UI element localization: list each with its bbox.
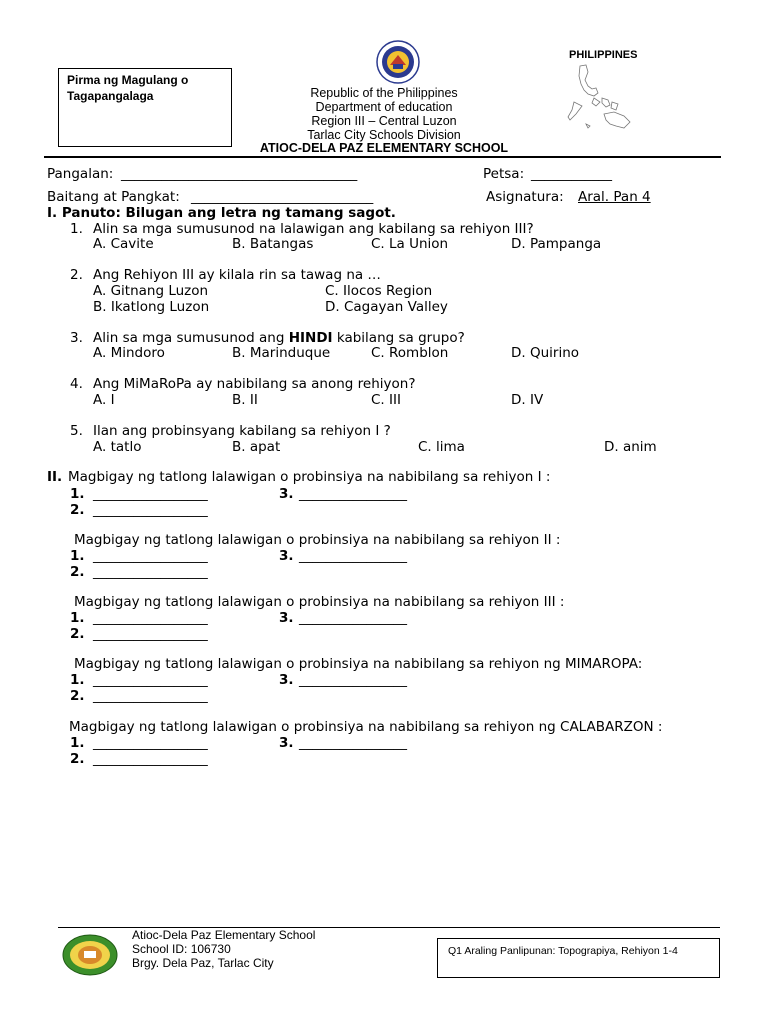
- s3-item-3-number: 3.: [279, 610, 294, 626]
- s3-item-1-number: 1.: [70, 610, 85, 626]
- s4-item-2-number: 2.: [70, 688, 85, 704]
- s2-item-1-blank[interactable]: _________________: [93, 548, 208, 564]
- s1-item-3-number: 3.: [279, 486, 294, 502]
- grade-section-label: Baitang at Pangkat:: [47, 189, 180, 205]
- q4-text: Ang MiMaRoPa ay nabibilang sa anong rehiyon?: [93, 376, 416, 392]
- header-republic: Republic of the Philippines: [310, 86, 458, 100]
- map-label: PHILIPPINES: [569, 49, 638, 61]
- s5-item-1-blank[interactable]: _________________: [93, 735, 208, 751]
- s4-item-3-blank[interactable]: ________________: [299, 672, 407, 688]
- name-field[interactable]: ___________________________________: [121, 166, 358, 182]
- s1-item-1-number: 1.: [70, 486, 85, 502]
- s1-item-2-number: 2.: [70, 502, 85, 518]
- s1-item-2-blank[interactable]: _________________: [93, 502, 208, 518]
- q1-choice-b[interactable]: B. Batangas: [232, 236, 314, 252]
- q4-choice-b[interactable]: B. II: [232, 392, 258, 408]
- part2-section-2-prompt: Magbigay ng tatlong lalawigan o probinsiya na nabibilang sa rehiyon II :: [74, 532, 561, 548]
- part2-section-5-prompt: Magbigay ng tatlong lalawigan o probinsiya na nabibilang sa rehiyon ng CALABARZON :: [69, 719, 663, 735]
- header-region: Region III – Central Luzon: [311, 114, 457, 128]
- s5-item-3-blank[interactable]: ________________: [299, 735, 407, 751]
- part2-section-1-prompt: Magbigay ng tatlong lalawigan o probinsiya na nabibilang sa rehiyon I :: [68, 469, 551, 485]
- q3-text: Alin sa mga sumusunod ang HINDI kabilang sa grupo?: [93, 330, 465, 346]
- q3-choice-a[interactable]: A. Mindoro: [93, 345, 165, 361]
- s3-item-2-number: 2.: [70, 626, 85, 642]
- q4-choice-c[interactable]: C. III: [371, 392, 401, 408]
- s4-item-1-number: 1.: [70, 672, 85, 688]
- q2-choice-a[interactable]: A. Gitnang Luzon: [93, 283, 209, 299]
- part2-section-3-prompt: Magbigay ng tatlong lalawigan o probinsiya na nabibilang sa rehiyon III :: [74, 594, 565, 610]
- q5-number: 5.: [70, 423, 83, 439]
- parent-signature-label-2: Tagapangalaga: [67, 89, 154, 103]
- s4-item-2-blank[interactable]: _________________: [93, 688, 208, 704]
- s3-item-3-blank[interactable]: ________________: [299, 610, 407, 626]
- q2-choice-b[interactable]: B. Ikatlong Luzon: [93, 299, 210, 315]
- q4-number: 4.: [70, 376, 83, 392]
- q5-choice-c[interactable]: C. lima: [418, 439, 465, 455]
- q2-text: Ang Rehiyon III ay kilala rin sa tawag na …: [93, 267, 381, 283]
- q1-choice-a[interactable]: A. Cavite: [93, 236, 154, 252]
- footer-address: Brgy. Dela Paz, Tarlac City: [132, 956, 274, 970]
- s1-item-3-blank[interactable]: ________________: [299, 486, 407, 502]
- subject-value: Aral. Pan 4: [578, 189, 651, 205]
- q1-number: 1.: [70, 221, 83, 237]
- s4-item-3-number: 3.: [279, 672, 294, 688]
- date-field[interactable]: ____________: [531, 166, 612, 182]
- part2-numeral: II.: [47, 469, 63, 485]
- school-name: ATIOC-DELA PAZ ELEMENTARY SCHOOL: [259, 141, 509, 155]
- footer-course-box: [437, 938, 720, 978]
- parent-signature-box: [58, 68, 232, 147]
- s3-item-1-blank[interactable]: _________________: [93, 610, 208, 626]
- q5-choice-b[interactable]: B. apat: [232, 439, 281, 455]
- subject-label: Asignatura:: [486, 189, 564, 205]
- name-label: Pangalan:: [47, 166, 114, 182]
- q3-emphasis: HINDI: [288, 330, 333, 346]
- part1-instruction: I. Panuto: Bilugan ang letra ng tamang sagot.: [47, 205, 396, 221]
- footer-school-id: School ID: 106730: [132, 942, 231, 956]
- footer-school-name: Atioc-Dela Paz Elementary School: [132, 928, 316, 942]
- q1-choice-c[interactable]: C. La Union: [371, 236, 449, 252]
- s5-item-2-blank[interactable]: _________________: [93, 751, 208, 767]
- s3-item-2-blank[interactable]: _________________: [93, 626, 208, 642]
- q2-choice-c[interactable]: C. Ilocos Region: [325, 283, 433, 299]
- s5-item-2-number: 2.: [70, 751, 85, 767]
- parent-signature-label-1: Pirma ng Magulang o: [67, 73, 189, 87]
- q1-choice-d[interactable]: D. Pampanga: [511, 236, 602, 252]
- footer-course-label: Q1 Araling Panlipunan: Topograpiya, Rehiyon 1-4: [448, 945, 678, 957]
- header-division: Tarlac City Schools Division: [307, 128, 461, 142]
- s1-item-1-blank[interactable]: _________________: [93, 486, 208, 502]
- q5-text: Ilan ang probinsyang kabilang sa rehiyon I ?: [93, 423, 391, 439]
- s5-item-1-number: 1.: [70, 735, 85, 751]
- s5-item-3-number: 3.: [279, 735, 294, 751]
- s2-item-1-number: 1.: [70, 548, 85, 564]
- s2-item-2-number: 2.: [70, 564, 85, 580]
- s2-item-3-number: 3.: [279, 548, 294, 564]
- header-rule: [44, 156, 721, 158]
- deped-seal-logo: [376, 40, 420, 84]
- s4-item-1-blank[interactable]: _________________: [93, 672, 208, 688]
- q1-text: Alin sa mga sumusunod na lalawigan ang kabilang sa rehiyon III?: [93, 221, 534, 237]
- philippines-map-icon: [566, 62, 646, 132]
- q4-choice-d[interactable]: D. IV: [511, 392, 544, 408]
- part2-section-4-prompt: Magbigay ng tatlong lalawigan o probinsiya na nabibilang sa rehiyon ng MIMAROPA:: [74, 656, 643, 672]
- header-department: Department of education: [315, 100, 453, 114]
- q4-choice-a[interactable]: A. I: [93, 392, 115, 408]
- school-logo: [62, 934, 118, 976]
- q5-choice-a[interactable]: A. tatlo: [93, 439, 142, 455]
- s2-item-3-blank[interactable]: ________________: [299, 548, 407, 564]
- q3-choice-b[interactable]: B. Marinduque: [232, 345, 331, 361]
- grade-section-field[interactable]: ___________________________: [191, 189, 374, 205]
- s2-item-2-blank[interactable]: _________________: [93, 564, 208, 580]
- q3-choice-d[interactable]: D. Quirino: [511, 345, 580, 361]
- q2-choice-d[interactable]: D. Cagayan Valley: [325, 299, 448, 315]
- q3-choice-c[interactable]: C. Romblon: [371, 345, 449, 361]
- q3-number: 3.: [70, 330, 83, 346]
- date-label: Petsa:: [483, 166, 525, 182]
- q2-number: 2.: [70, 267, 83, 283]
- q5-choice-d[interactable]: D. anim: [604, 439, 657, 455]
